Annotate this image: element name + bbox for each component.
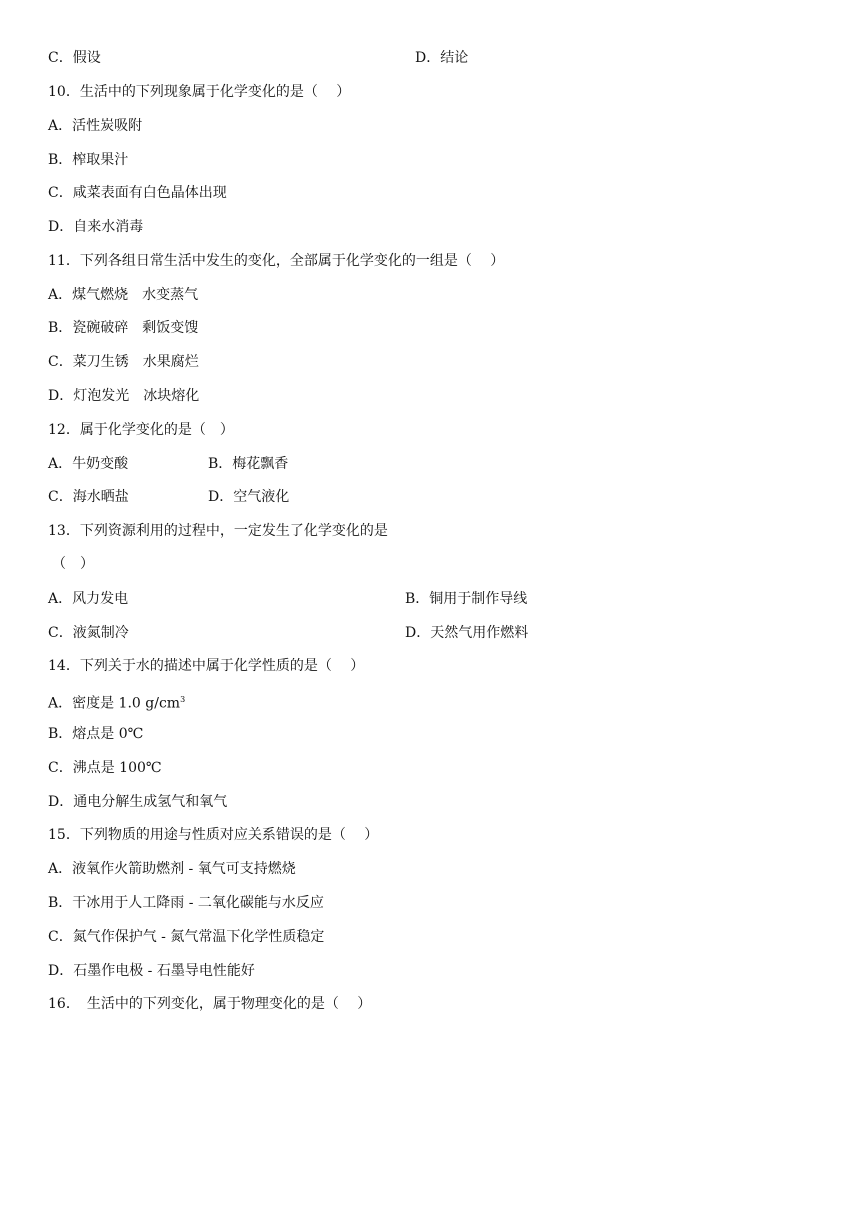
q12-option-d: D．空气液化	[208, 489, 290, 505]
q16-stem: 16． 生活中的下列变化，属于物理变化的是（ ）	[48, 996, 372, 1012]
q14-option-a	[48, 691, 185, 713]
q13-option-d: D．天然气用作燃料	[405, 625, 529, 641]
q14-option-a-superscript: 3	[180, 695, 186, 704]
q15-option-a: A．液氧作火箭助燃剂 - 氧气可支持燃烧	[48, 861, 296, 877]
q11-option-d: D．灯泡发光 冰块熔化	[48, 388, 200, 404]
q15-stem: 15．下列物质的用途与性质对应关系错误的是（ ）	[48, 827, 379, 843]
q10-option-a: A．活性炭吸附	[48, 118, 143, 134]
q15-option-d: D．石墨作电极 - 石墨导电性能好	[48, 963, 255, 979]
q9-option-d: D．结论	[415, 50, 469, 66]
q10-stem: 10．生活中的下列现象属于化学变化的是（ ）	[48, 84, 351, 100]
q9-option-c: C．假设	[48, 50, 101, 66]
q14-option-d: D．通电分解生成氢气和氧气	[48, 794, 228, 810]
q13-option-a: A．风力发电	[48, 591, 129, 607]
q11-option-c: C．菜刀生锈 水果腐烂	[48, 354, 199, 370]
q14-option-c: C．沸点是 100℃	[48, 760, 162, 776]
q13-stem: 13．下列资源利用的过程中，一定发生了化学变化的是	[48, 523, 388, 539]
q14-option-b: B．熔点是 0℃	[48, 726, 144, 742]
q14-stem: 14．下列关于水的描述中属于化学性质的是（ ）	[48, 658, 365, 674]
q10-option-b: B．榨取果汁	[48, 152, 129, 168]
q11-stem: 11．下列各组日常生活中发生的变化，全部属于化学变化的一组是（ ）	[48, 253, 505, 269]
q10-option-d: D．自来水消毒	[48, 219, 144, 235]
q13-option-b: B．铜用于制作导线	[405, 591, 528, 607]
q11-option-a: A．煤气燃烧 水变蒸气	[48, 287, 199, 303]
q12-stem: 12．属于化学变化的是（ ）	[48, 422, 234, 438]
q15-option-c: C．氮气作保护气 - 氮气常温下化学性质稳定	[48, 929, 325, 945]
q13-option-c: C．液氮制冷	[48, 625, 129, 641]
q12-option-b: B．梅花飘香	[208, 456, 289, 472]
q13-answer-paren: （ ）	[52, 556, 94, 572]
q10-option-c: C．咸菜表面有白色晶体出现	[48, 185, 227, 201]
q12-option-a: A．牛奶变酸	[48, 456, 129, 472]
q14-option-a-text: A．密度是 1.0 g/cm	[48, 695, 181, 712]
q12-option-c: C．海水晒盐	[48, 489, 129, 505]
q15-option-b: B．干冰用于人工降雨 - 二氧化碳能与水反应	[48, 895, 324, 911]
q11-option-b: B．瓷碗破碎 剩饭变馊	[48, 320, 199, 336]
